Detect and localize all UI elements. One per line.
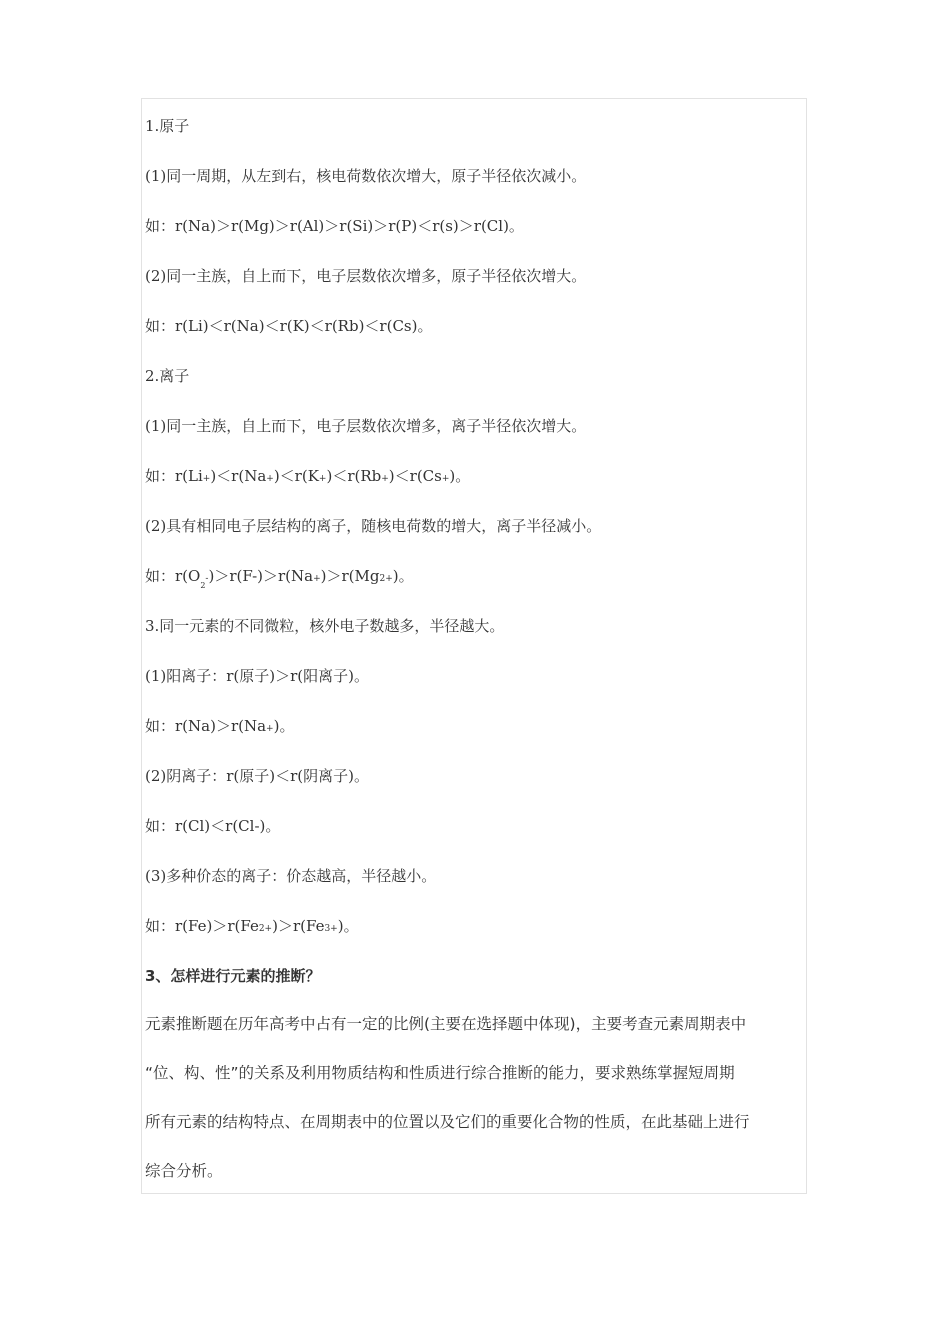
anion-rule: (2)阴离子：r(原子)＜r(阴离子)。 (145, 767, 369, 785)
ion-example-structure: 如：$r(O_2-)>r(F-)>r(Na+)>r(Mg2+)$。 (145, 567, 414, 590)
cation-example: 如：r(Na)＞r(Na+)。 (145, 717, 295, 735)
anion-example: 如：r(Cl)＜r(Cl-)。 (145, 817, 281, 835)
ion-rule-structure: (2)具有相同电子层结构的离子，随核电荷数的增大，离子半径减小。 (145, 517, 602, 535)
atom-example-period: 如：r(Na)＞r(Mg)＞r(Al)＞r(Si)＞r(P)＜r(s)＞r(Cl)。 (145, 217, 524, 235)
valence-rule: (3)多种价态的离子：价态越高，半径越小。 (145, 867, 437, 885)
section-atom-title: 1.原子 (145, 117, 190, 135)
ion-rule-group: (1)同一主族，自上而下，电子层数依次增多，离子半径依次增大。 (145, 417, 587, 435)
section-heading-element-inference: 3、怎样进行元素的推断？ (145, 967, 321, 985)
paragraph-line-2: “位、构、性”的关系及利用物质结构和性质进行综合推断的能力，要求熟练掌握短周期 (145, 1064, 735, 1082)
paragraph-line-3: 所有元素的结构特点、在周期表中的位置以及它们的重要化合物的性质，在此基础上进行 (145, 1113, 750, 1131)
atom-rule-group: (2)同一主族，自上而下，电子层数依次增多，原子半径依次增大。 (145, 267, 587, 285)
atom-example-group: 如：r(Li)＜r(Na)＜r(K)＜r(Rb)＜r(Cs)。 (145, 317, 433, 335)
section-ion-title: 2.离子 (145, 367, 190, 385)
valence-example: 如：r(Fe)＞r(Fe2+)＞r(Fe3+)。 (145, 917, 359, 935)
cation-rule: (1)阳离子：r(原子)＞r(阳离子)。 (145, 667, 369, 685)
section-same-element-title: 3.同一元素的不同微粒，核外电子数越多，半径越大。 (145, 617, 505, 635)
paragraph-line-4: 综合分析。 (145, 1162, 223, 1180)
ion-example-group: 如：r(Li+)＜r(Na+)＜r(K+)＜r(Rb+)＜r(Cs+)。 (145, 467, 471, 485)
atom-rule-period: (1)同一周期，从左到右，核电荷数依次增大，原子半径依次减小。 (145, 167, 587, 185)
paragraph-line-1: 元素推断题在历年高考中占有一定的比例(主要在选择题中体现)，主要考查元素周期表中 (145, 1015, 747, 1033)
